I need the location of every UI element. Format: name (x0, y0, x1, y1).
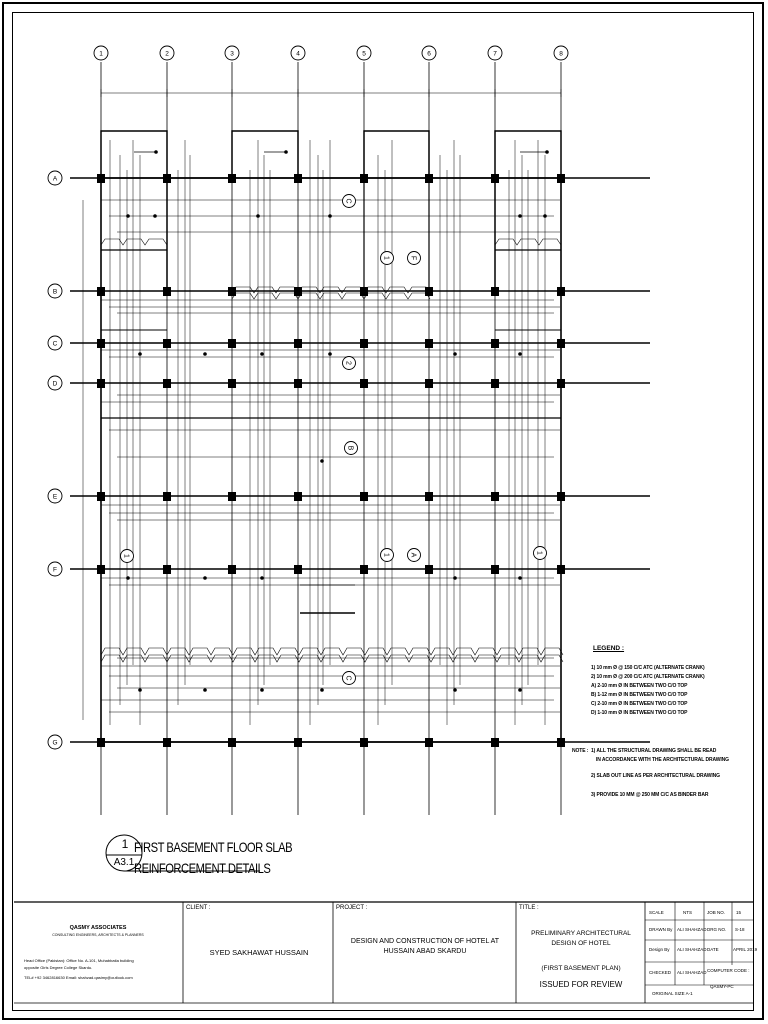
slab-mark (345, 442, 358, 455)
column (228, 492, 236, 501)
bar-end-dot (328, 214, 332, 218)
bar-end-dot (543, 214, 547, 218)
slab-mark-label: F (409, 255, 417, 261)
legend-item: D) 1-10 mm Ø IN BETWEEN TWO C/O TOP (591, 710, 688, 716)
bar-end-dot (203, 576, 207, 580)
note-item: 3) PROVIDE 10 MM @ 250 MM C/C AS BINDER BAR (591, 792, 709, 798)
slab-mark (381, 549, 394, 562)
title-line3: (FIRST BASEMENT PLAN) (541, 965, 621, 972)
drawn-value: ALI SHAHZAD (677, 927, 707, 932)
column (491, 287, 499, 296)
bar-end-dot (320, 688, 324, 692)
note-item: 1) ALL THE STRUCTURAL DRAWING SHALL BE READ (591, 748, 717, 754)
column (557, 565, 565, 574)
column (163, 565, 171, 574)
core-box (364, 131, 429, 178)
slab-mark (381, 252, 394, 265)
column (97, 379, 105, 388)
bar-end-dot (260, 352, 264, 356)
client-label: CLIENT : (186, 905, 211, 911)
bar-end-dot (153, 214, 157, 218)
bar-end-dot (126, 214, 130, 218)
grid-bubble-column: 6 (427, 50, 431, 58)
column (557, 379, 565, 388)
grid-bubble-column: 8 (559, 50, 563, 58)
issue-status: ISSUED FOR REVIEW (539, 980, 623, 989)
note-item: 2) SLAB OUT LINE AS PER ARCHITECTURAL DRAWING (591, 773, 720, 779)
project-label: PROJECT : (336, 905, 368, 911)
bar-end-dot (256, 214, 260, 218)
slab-mark (343, 357, 356, 370)
computer-code-label: COMPUTER CODE : (707, 968, 750, 973)
bar-end-dot (320, 459, 324, 463)
grid-bubble-column: 3 (230, 50, 234, 58)
slab-mark-label: 1 (382, 256, 390, 260)
crank-bar (101, 648, 563, 655)
column (425, 174, 433, 183)
column (228, 738, 236, 747)
drawn-label: DRAWN By (649, 927, 673, 932)
column (228, 379, 236, 388)
legend-item: 1) 10 mm Ø @ 150 C/C ATC (ALTERNATE CRANK) (591, 665, 705, 671)
grid-bubble-column: 5 (362, 50, 366, 58)
column (425, 379, 433, 388)
column (294, 287, 302, 296)
slab-mark (343, 672, 356, 685)
job-value: 15 (736, 910, 742, 915)
column (97, 339, 105, 348)
column (97, 492, 105, 501)
bar-arrow-head (154, 150, 158, 154)
column (294, 339, 302, 348)
plan-title-line1: FIRST BASEMENT FLOOR SLAB (134, 839, 293, 855)
column (163, 379, 171, 388)
notes-label: NOTE : (572, 748, 589, 754)
column (228, 287, 236, 296)
bar-end-dot (203, 688, 207, 692)
firm-name: QASMY ASSOCIATES (69, 925, 127, 931)
slab-mark-label: B (346, 445, 354, 451)
column (360, 492, 368, 501)
grid-bubble-column: 4 (296, 50, 300, 58)
crank-bar (101, 239, 167, 245)
plan-title-line2: REINFORCEMENT DETAILS (134, 860, 271, 876)
bar-end-dot (138, 688, 142, 692)
column (491, 492, 499, 501)
slab-mark (408, 252, 421, 265)
bar-end-dot (138, 352, 142, 356)
column (425, 738, 433, 747)
column (491, 339, 499, 348)
column (557, 287, 565, 296)
grid-bubble-column: 1 (99, 50, 103, 58)
firm-address-line: Head Office (Pakistan): Office No. A-101, Muhabbatia building (24, 958, 134, 963)
bar-end-dot (518, 576, 522, 580)
title-line1: PRELIMINARY ARCHITECTURAL (531, 930, 631, 937)
crank-bar (101, 655, 563, 662)
grid-bubble-row: D (52, 380, 58, 388)
bar-arrow-head (284, 150, 288, 154)
column (360, 174, 368, 183)
checked-label: CHECKED (649, 970, 672, 975)
column (425, 287, 433, 296)
column (557, 174, 565, 183)
plan-number: 1 (121, 837, 129, 851)
bar-end-dot (203, 352, 207, 356)
firm-address-line: opposite Girls Degree College Skardu. (24, 965, 93, 970)
column (557, 492, 565, 501)
column (491, 565, 499, 574)
column (97, 287, 105, 296)
title-line2: DESIGN OF HOTEL (551, 940, 611, 947)
scale-value: NTS (683, 910, 692, 915)
core-box (101, 131, 167, 178)
bar-end-dot (453, 576, 457, 580)
plan-sheet-ref: A3.1 (113, 857, 135, 868)
design-value: ALI SHAHZAD (677, 947, 707, 952)
column (163, 339, 171, 348)
column (425, 492, 433, 501)
scale-label: SCALE (649, 910, 664, 915)
bar-end-dot (518, 688, 522, 692)
grid-bubble-column: 2 (165, 50, 169, 58)
computer-code-value: QASMY-PC (710, 984, 734, 989)
legend-item: C) 2-10 mm Ø IN BETWEEN TWO C/O TOP (591, 701, 688, 707)
column (228, 339, 236, 348)
slab-mark (534, 547, 547, 560)
slab-mark-label: 1 (122, 554, 130, 558)
firm-contact-line: TEL# +92 3462816630 Email: shahzad.qasimy@outlook.com (24, 975, 133, 980)
title-label: TITLE : (519, 905, 539, 911)
column (97, 565, 105, 574)
firm-tagline: CONSULTING ENGINEERS, ARCHITECTS & PLANNERS (52, 933, 144, 937)
column (97, 738, 105, 747)
slab-mark (121, 550, 134, 563)
column (294, 174, 302, 183)
legend-item: A) 2-10 mm Ø IN BETWEEN TWO C/O TOP (591, 683, 688, 689)
legend-item: B) 1-12 mm Ø IN BETWEEN TWO C/O TOP (591, 692, 688, 698)
grid-bubble-row: G (52, 739, 58, 747)
grid-bubble-row: F (53, 566, 57, 574)
project-line2: HUSSAIN ABAD SKARDU (383, 948, 467, 955)
column (360, 738, 368, 747)
grid-bubble-row: B (52, 288, 58, 296)
slab-mark-label: C (344, 198, 352, 204)
job-label: JOB NO. (707, 910, 726, 915)
note-item: IN ACCORDANCE WITH THE ARCHITECTURAL DRAWING (596, 757, 729, 763)
column (294, 379, 302, 388)
column (163, 492, 171, 501)
column (491, 738, 499, 747)
column (163, 287, 171, 296)
client-name: SYED SAKHAWAT HUSSAIN (209, 948, 309, 957)
column (360, 287, 368, 296)
bar-end-dot (126, 576, 130, 580)
column (425, 565, 433, 574)
column (294, 565, 302, 574)
column (360, 339, 368, 348)
legend-title: LEGEND : (593, 645, 625, 652)
crank-bar (232, 293, 430, 299)
grid-bubble-column: 7 (493, 50, 497, 58)
bar-end-dot (518, 214, 522, 218)
column (557, 738, 565, 747)
legend (591, 665, 705, 719)
bar-end-dot (260, 576, 264, 580)
grid-bubble-row: A (52, 175, 58, 183)
slab-mark-label: 1 (382, 553, 390, 557)
column (97, 174, 105, 183)
grid-bubble-row: C (52, 340, 58, 348)
original-size: ORIGINAL SIZE A-1 (652, 991, 693, 996)
column (360, 565, 368, 574)
column (228, 565, 236, 574)
bar-end-dot (518, 352, 522, 356)
column (163, 738, 171, 747)
column (294, 738, 302, 747)
slab-mark-label: 2 (344, 361, 352, 365)
column (491, 174, 499, 183)
slab-mark-label: A (409, 552, 417, 558)
date-value: APRIL 2019 (733, 947, 758, 952)
crank-bar (232, 287, 430, 293)
column (228, 174, 236, 183)
checked-value: ALI SHAHZAD (677, 970, 707, 975)
slab-mark-label: C (344, 675, 352, 681)
grid-bubble-row: E (52, 493, 58, 501)
slab-outline (101, 178, 561, 742)
slab-mark (408, 549, 421, 562)
column (425, 339, 433, 348)
design-label: Design By (649, 947, 670, 952)
bar-arrow-head (545, 150, 549, 154)
legend-item: 2) 10 mm Ø @ 200 C/C ATC (ALTERNATE CRANK) (591, 674, 705, 680)
column (557, 339, 565, 348)
project-line1: DESIGN AND CONSTRUCTION OF HOTEL AT (350, 938, 500, 945)
column (163, 174, 171, 183)
bar-end-dot (328, 352, 332, 356)
drg-label: DRG NO. (707, 927, 727, 932)
slab-mark-label: 1 (535, 551, 543, 555)
column (491, 379, 499, 388)
bar-end-dot (453, 352, 457, 356)
column (360, 379, 368, 388)
bar-end-dot (260, 688, 264, 692)
slab-mark (343, 195, 356, 208)
drg-value: S-18 (735, 927, 745, 932)
core-box (232, 131, 298, 178)
date-label: DATE (707, 947, 719, 952)
column (294, 492, 302, 501)
bar-end-dot (453, 688, 457, 692)
